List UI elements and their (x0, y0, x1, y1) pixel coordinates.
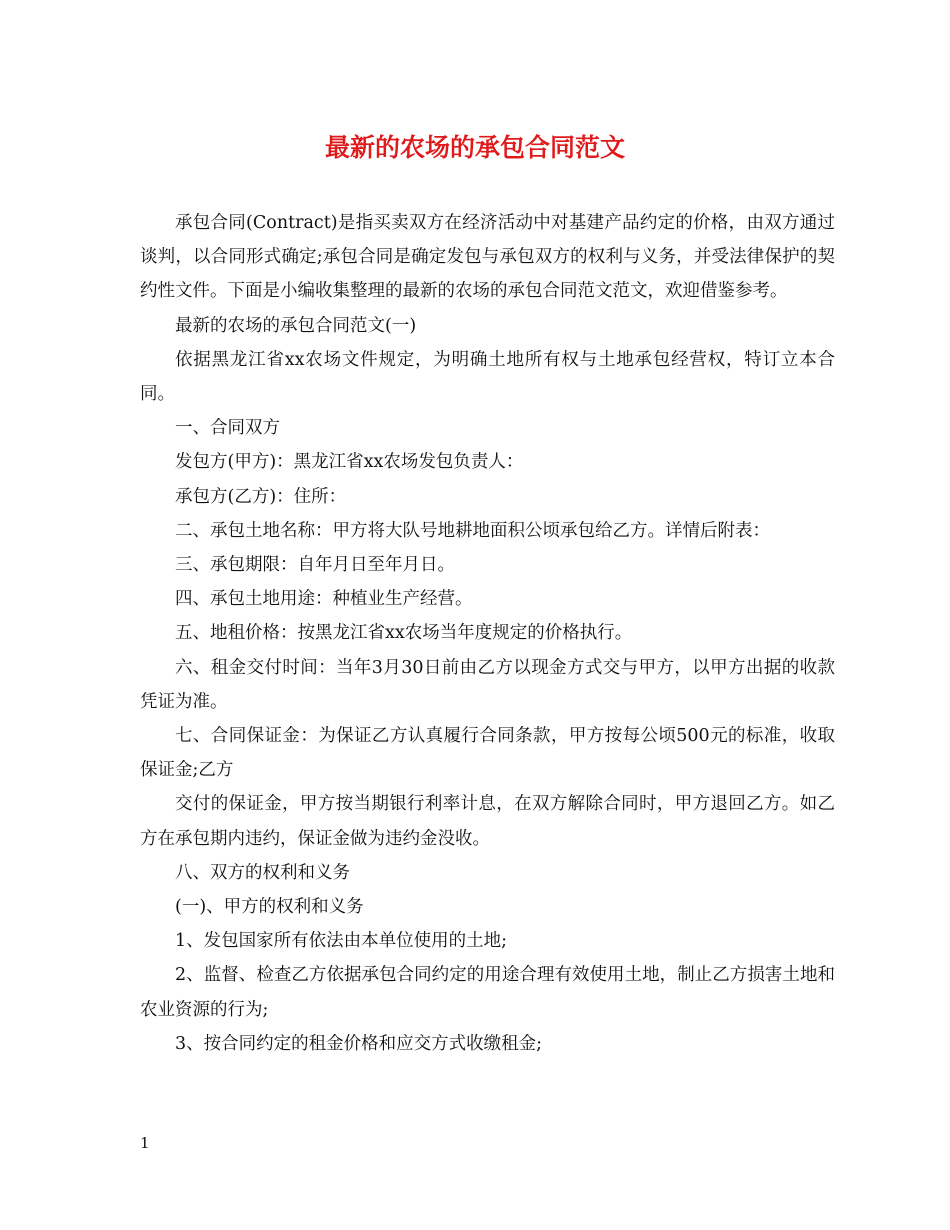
paragraph: 最新的农场的承包合同范文(一) (175, 315, 417, 336)
paragraph: 七、合同保证金：为保证乙方认真履行合同条款，甲方按每公顷500元的标准，收取保证金;乙方 (140, 726, 835, 781)
paragraph: 依据黑龙江省xx农场文件规定，为明确土地所有权与土地承包经营权，特订立本合同。 (140, 349, 835, 405)
paragraph: 1、发包国家所有依法由本单位使用的土地; (175, 931, 508, 952)
paragraph: 一、合同双方 (175, 418, 280, 439)
paragraph: 交付的保证金，甲方按当期银行利率计息，在双方解除合同时，甲方退回乙方。如乙方在承包期内违约，保证金做为违约金没收。 (140, 794, 835, 849)
document-body (140, 206, 835, 1061)
paragraph: 承包合同(Contract)是指买卖双方在经济活动中对基建产品约定的价格，由双方通过谈判，以合同形式确定;承包合同是确定发包与承包双方的权利与义务，并受法律保护的契约性文件。下面是小编收集整理的最新的农场的承包合同范文范文，欢迎借鉴参考。 (140, 213, 835, 302)
paragraph: 承包方(乙方)：住所： (175, 486, 347, 507)
page-number: 1 (140, 1134, 150, 1152)
paragraph: 五、地租价格：按黑龙江省xx农场当年度规定的价格执行。 (175, 623, 633, 644)
paragraph: 3、按合同约定的租金价格和应交方式收缴租金; (175, 1033, 543, 1054)
paragraph: (一)、甲方的权利和义务 (175, 897, 364, 918)
paragraph: 发包方(甲方)：黑龙江省xx农场发包负责人： (175, 452, 524, 473)
paragraph: 二、承包土地名称：甲方将大队号地耕地面积公顷承包给乙方。详情后附表： (175, 520, 770, 541)
paragraph: 六、租金交付时间：当年3月30日前由乙方以现金方式交与甲方，以甲方出据的收款凭证为准。 (140, 657, 835, 712)
paragraph: 2、监督、检查乙方依据承包合同约定的用途合理有效使用土地，制止乙方损害土地和农业资源的行为; (140, 965, 835, 1020)
paragraph: 八、双方的权利和义务 (175, 862, 350, 883)
paragraph: 三、承包期限：自年月日至年月日。 (175, 555, 455, 576)
paragraph: 四、承包土地用途：种植业生产经营。 (175, 589, 473, 610)
page-title: 最新的农场的承包合同范文 (324, 133, 625, 162)
